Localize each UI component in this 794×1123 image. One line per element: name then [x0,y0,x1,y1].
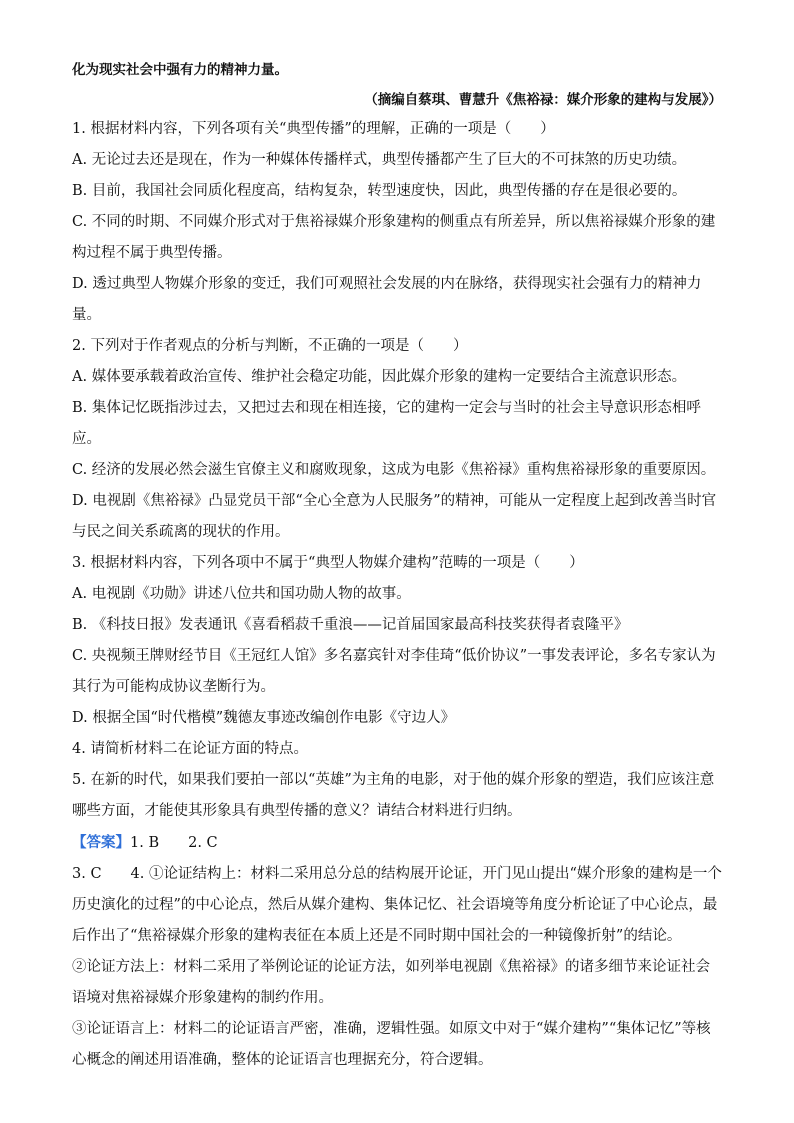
question-2-option-a: A. 媒体要承载着政治宣传、维护社会稳定功能，因此媒介形象的建构一定要结合主流意识形态。 [72,369,687,385]
question-3-option-d: D. 根据全国“时代楷模”魏德友事迹改编创作电影《守边人》 [72,710,456,726]
passage-tail: 化为现实社会中强有力的精神力量。 [72,62,288,78]
answer-4-language: ③论证语言上：材料二的论证语言严密，准确，逻辑性强。如原文中对于“媒介建构”“集体记忆”等核心概念的阐述用语准确，整体的论证语言也理据充分，符合逻辑。 [72,1021,711,1068]
answer-4-method: ②论证方法上：材料二采用了举例论证的论证方法，如列举电视剧《焦裕禄》的诸多细节来论证社会语境对焦裕禄媒介形象建构的制约作用。 [72,959,710,1006]
question-3-option-a: A. 电视剧《功勋》讲述八位共和国功勋人物的故事。 [72,586,411,602]
passage-source: （摘编自蔡琪、曹慧升《焦裕禄：媒介形象的建构与发展》） [364,92,722,108]
question-1-stem: 1. 根据材料内容，下列各项有关“典型传播”的理解，正确的一项是（ ） [72,121,555,137]
answer-3-and-4-intro [72,859,722,952]
document-body [72,60,722,1076]
question-1-option-c: C. 不同的时期、不同媒介形式对于焦裕禄媒介形象建构的侧重点有所差异，所以焦裕禄媒介形象的建构过程不属于典型传播。 [72,214,716,261]
question-4-stem: 4. 请简析材料二在论证方面的特点。 [72,741,308,757]
question-2-option-c: C. 经济的发展必然会滋生官僚主义和腐败现象，这成为电影《焦裕禄》重构焦裕禄形象的重要原因。 [72,462,716,478]
answer-label: 【答案】 [72,834,130,851]
question-1-option-a: A. 无论过去还是现在，作为一种媒体传播样式，典型传播都产生了巨大的不可抹煞的历史功绩。 [72,152,687,168]
question-3-option-c: C. 央视频王牌财经节目《王冠红人馆》多名嘉宾针对李佳琦“低价协议”一事发表评论，多名专家认为其行为可能构成协议垄断行为。 [72,648,716,695]
question-2-stem: 2. 下列对于作者观点的分析与判断，不正确的一项是（ ） [72,338,468,354]
answer-line-1 [72,827,722,859]
question-3-option-b: B. 《科技日报》发表通讯《喜看稻菽千重浪——记首届国家最高科技奖获得者袁隆平》 [72,617,629,633]
answer-1-2: 1. B 2. C [130,835,218,851]
question-1-option-d: D. 透过典型人物媒介形象的变迁，我们可观照社会发展的内在脉络，获得现实社会强有力的精神力量。 [72,276,702,323]
question-1-option-b: B. 目前，我国社会同质化程度高，结构复杂，转型速度快，因此，典型传播的存在是很必要的。 [72,183,687,199]
question-2-option-b: B. 集体记忆既指涉过去，又把过去和现在相连接，它的建构一定会与当时的社会主导意识形态相呼应。 [72,400,701,447]
answer-4-structure: 4. ①论证结构上：材料二采用总分总的结构展开论证，开门见山提出“媒介形象的建构是一个历史演化的过程”的中心论点，然后从媒介建构、集体记忆、社会语境等角度分析论证了中心论点，最后作出了“焦裕禄媒介形象的建构表征在本质上还是不同时期中国社会的一种镜像折射”的结论。 [72,866,722,944]
question-2-option-d: D. 电视剧《焦裕禄》凸显党员干部“全心全意为人民服务”的精神，可能从一定程度上起到改善当时官与民之间关系疏离的现状的作用。 [72,493,717,540]
question-3-stem: 3. 根据材料内容，下列各项中不属于“典型人物媒介建构”范畴的一项是（ ） [72,555,584,571]
answer-3: 3. C [72,866,102,882]
question-5-stem: 5. 在新的时代，如果我们要拍一部以“英雄”为主角的电影，对于他的媒介形象的塑造，我们应该注意哪些方面，才能使其形象具有典型传播的意义？请结合材料进行归纳。 [72,772,715,819]
